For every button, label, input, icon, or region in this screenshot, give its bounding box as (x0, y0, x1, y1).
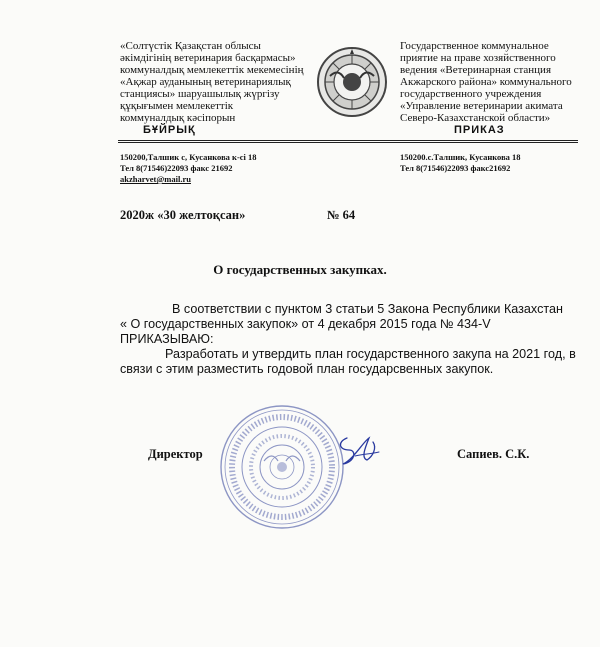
header-right-org (400, 40, 590, 124)
header-right-line: государственного учреждения (400, 88, 542, 100)
header-left-line: коммуналдық кәсіпорын (120, 112, 236, 124)
header-divider (118, 142, 578, 143)
state-emblem-icon (316, 46, 388, 118)
handwritten-signature (333, 432, 383, 470)
address-right-phone: Тел 8(71546)22093 факс21692 (400, 163, 511, 173)
header-right-line: приятие на праве хозяйственного (400, 52, 556, 64)
body-para1-line2: « О государственных закупок» от 4 декабря 2015 года № 434-V (120, 317, 491, 331)
body-order-word: ПРИКАЗЫВАЮ: (120, 332, 214, 346)
header-left-line: станциясы» шаруашылық жүргізу (120, 88, 280, 100)
order-date: 2020ж «30 желтоқсан» (120, 208, 246, 222)
round-seal-stamp (218, 403, 346, 531)
header-left-line: коммуналдық мемлекеттік мекемесінің (120, 64, 304, 76)
header-divider (118, 140, 578, 141)
address-right (400, 152, 521, 174)
header-left-line: құқығымен мемлекеттік (120, 100, 234, 112)
header-left-org (120, 40, 310, 124)
signatory-name: Сапиев. С.К. (457, 447, 530, 461)
doc-type-russian: ПРИКАЗ (454, 124, 505, 136)
document-body (120, 302, 590, 377)
header-right-line: «Управление ветеринарии акимата (400, 100, 563, 112)
body-para2: Разработать и утвердить план государственного закупа на 2021 год, в связи с этим разместить годовой план государсвенных закупок. (120, 347, 576, 376)
body-para1-line1: В соответствии с пунктом 3 статьи 5 Закона Республики Казахстан (172, 302, 563, 316)
address-left-street: 150200,Талшик с, Кусанкова к-сі 18 (120, 152, 257, 162)
header-left-line: «Ақжар ауданының ветеринариялық (120, 76, 291, 88)
header-right-line: Северо-Казахстанской области» (400, 112, 551, 124)
header-right-line: Государственное коммунальное (400, 40, 549, 52)
signatory-role: Директор (148, 447, 203, 461)
address-left-phone: Тел 8(71546)22093 факс 21692 (120, 163, 233, 173)
order-number: № 64 (327, 208, 356, 222)
doc-type-kazakh: БҰЙРЫҚ (143, 124, 196, 136)
header-left-line: әкімдігінің ветеринария басқармасы» (120, 52, 296, 64)
header-right-line: Акжарского района» коммунального (400, 76, 572, 88)
address-right-street: 150200.с.Талшик, Кусанкова 18 (400, 152, 521, 162)
header-right-line: ведения «Ветеринарная станция (400, 64, 551, 76)
header-left-line: «Солтүстік Қазақстан облысы (120, 40, 261, 52)
address-left (120, 152, 257, 185)
document-title: О государственных закупках. (213, 262, 387, 277)
email-link[interactable]: akzharvet@mail.ru (120, 174, 191, 184)
